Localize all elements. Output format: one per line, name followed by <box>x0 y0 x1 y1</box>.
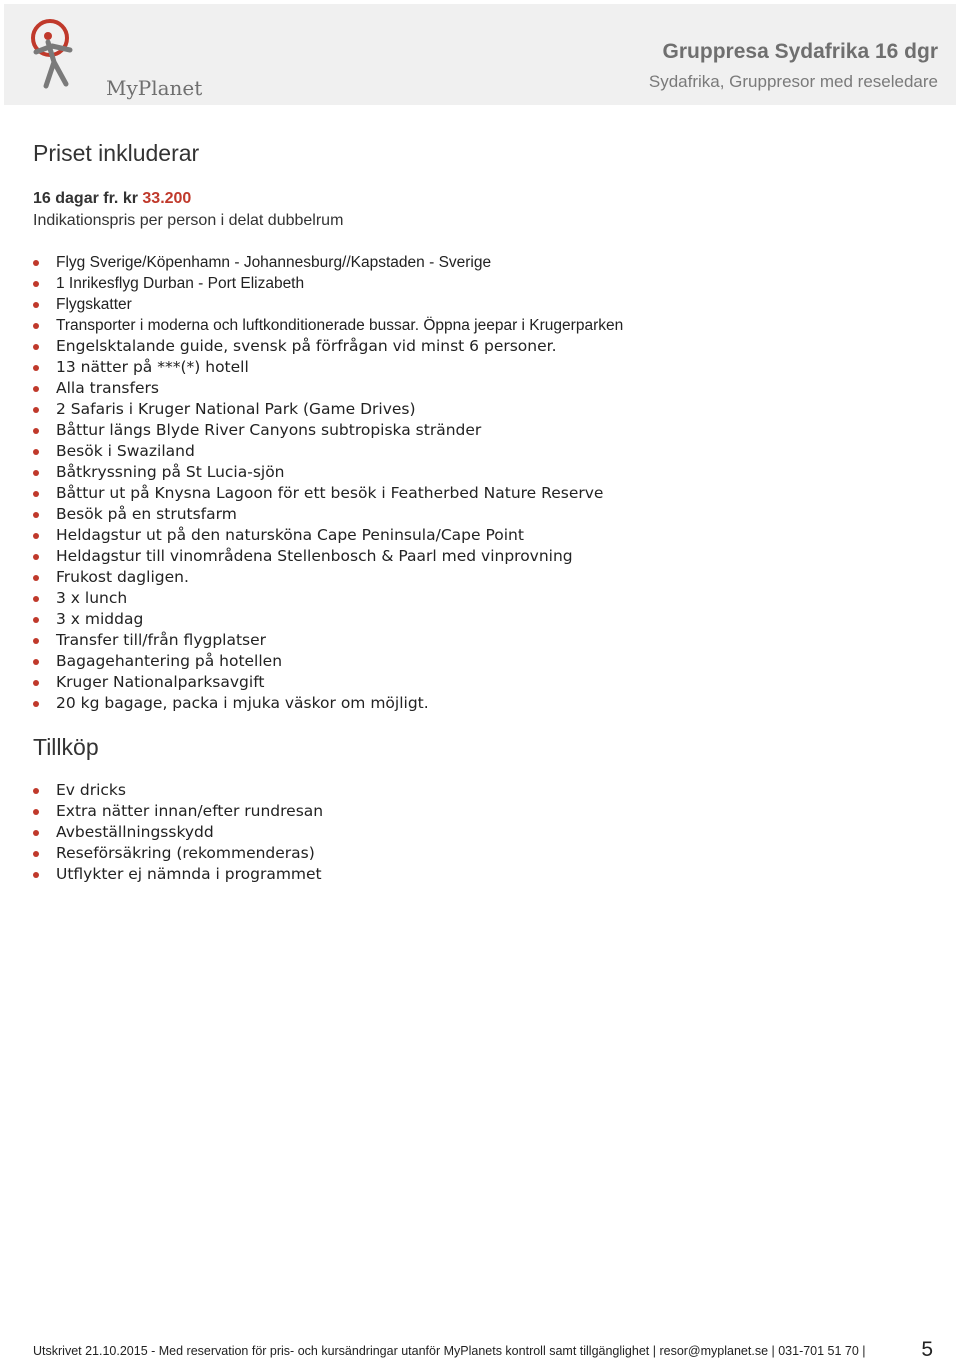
list-item: Besök på en strutsfarm <box>33 504 933 525</box>
price-note: Indikationspris per person i delat dubbelrum <box>33 212 344 229</box>
list-item: 3 x middag <box>33 609 933 630</box>
list-item: Transfer till/från flygplatser <box>33 630 933 651</box>
included-list <box>33 252 933 714</box>
list-item: Alla transfers <box>33 378 933 399</box>
list-item: Frukost dagligen. <box>33 567 933 588</box>
list-item: Heldagstur till vinområdena Stellenbosch & Paarl med vinprovning <box>33 546 933 567</box>
list-item: 13 nätter på ***(*) hotell <box>33 357 933 378</box>
list-item: Båttur ut på Knysna Lagoon för ett besök i Featherbed Nature Reserve <box>33 483 933 504</box>
list-item: Båttur längs Blyde River Canyons subtropiska stränder <box>33 420 933 441</box>
list-item: Bagagehantering på hotellen <box>33 651 933 672</box>
list-item: 1 Inrikesflyg Durban - Port Elizabeth <box>33 273 933 294</box>
page-footer <box>33 1338 933 1366</box>
list-item: 3 x lunch <box>33 588 933 609</box>
list-item: Ev dricks <box>33 780 933 801</box>
price-line <box>33 189 933 209</box>
myplanet-logo <box>26 16 203 100</box>
main-content <box>33 140 933 885</box>
list-item: 2 Safaris i Kruger National Park (Game Drives) <box>33 399 933 420</box>
tillkop-section-title: Tillköp <box>33 734 99 760</box>
list-item: Extra nätter innan/efter rundresan <box>33 801 933 822</box>
logo-text: MyPlanet <box>106 76 203 100</box>
price-section-title: Priset inkluderar <box>33 140 200 166</box>
list-item: Båtkryssning på St Lucia-sjön <box>33 462 933 483</box>
page-header <box>4 4 956 105</box>
footer-text: Utskrivet 21.10.2015 - Med reservation för pris- och kursändringar utanför MyPlanets kontroll samt tillgänglighet | resor@myplanet.se | 031-701 51 70 | <box>33 1344 866 1358</box>
page-number: 5 <box>921 1338 933 1361</box>
price-amount: 33.200 <box>142 190 192 207</box>
list-item: Engelsktalande guide, svensk på förfrågan vid minst 6 personer. <box>33 336 933 357</box>
document-title: Gruppresa Sydafrika 16 dgr <box>662 40 938 63</box>
list-item: 20 kg bagage, packa i mjuka väskor om möjligt. <box>33 693 933 714</box>
list-item: Transporter i moderna och luftkonditionerade bussar. Öppna jeepar i Krugerparken <box>33 315 933 336</box>
list-item: Flyg Sverige/Köpenhamn - Johannesburg//Kapstaden - Sverige <box>33 252 933 273</box>
list-item: Utflykter ej nämnda i programmet <box>33 864 933 885</box>
document-subtitle: Sydafrika, Gruppresor med reseledare <box>648 72 938 91</box>
tillkop-list <box>33 780 933 885</box>
price-prefix: 16 dagar fr. kr <box>33 190 143 207</box>
list-item: Reseförsäkring (rekommenderas) <box>33 843 933 864</box>
list-item: Besök i Swaziland <box>33 441 933 462</box>
list-item: Kruger Nationalparksavgift <box>33 672 933 693</box>
list-item: Avbeställningsskydd <box>33 822 933 843</box>
list-item: Flygskatter <box>33 294 933 315</box>
list-item: Heldagstur ut på den natursköna Cape Peninsula/Cape Point <box>33 525 933 546</box>
